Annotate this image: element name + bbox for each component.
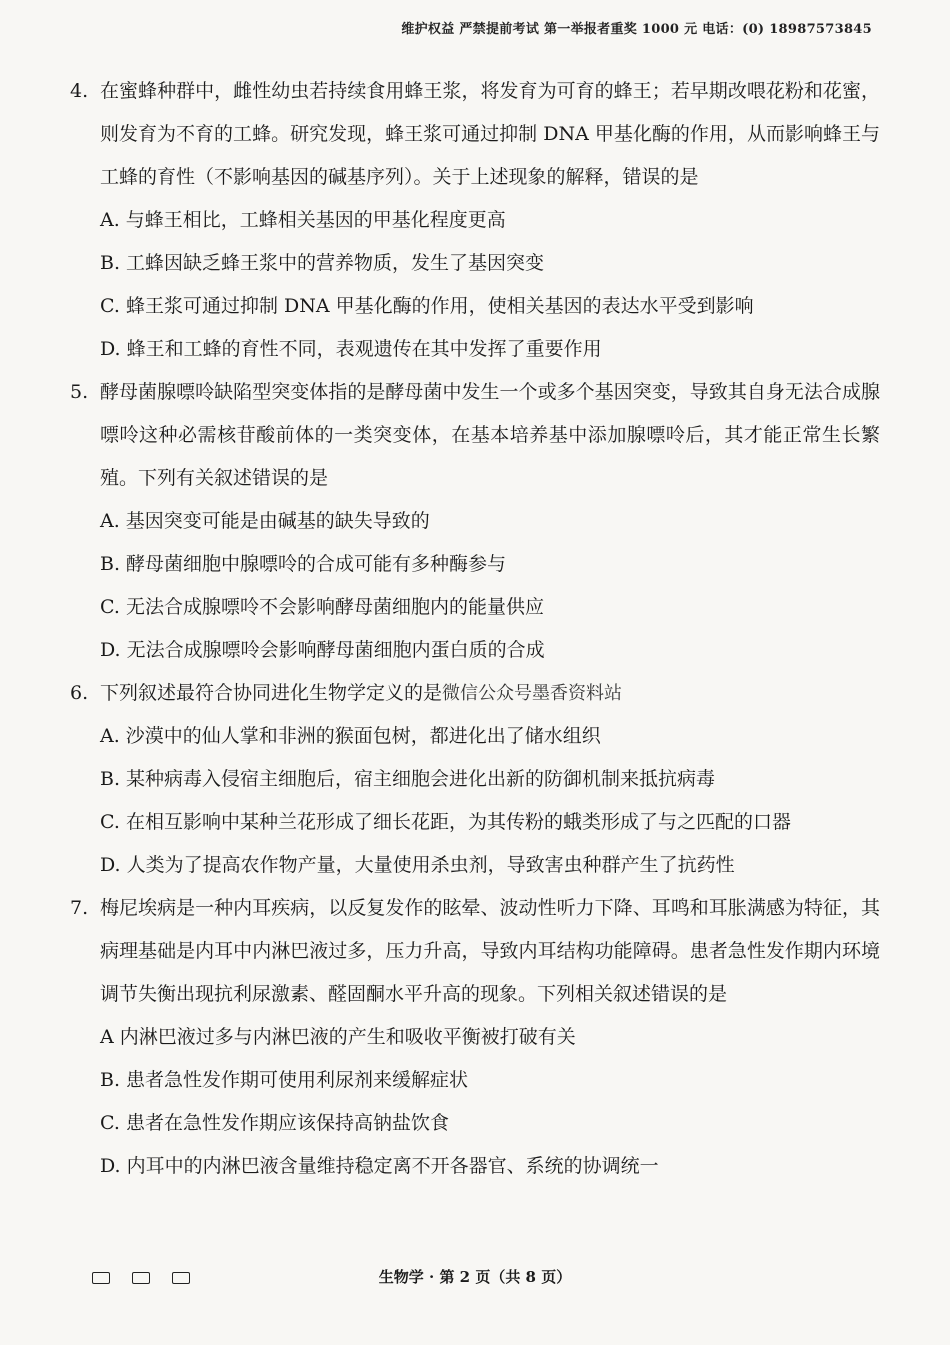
question-5 xyxy=(70,371,880,672)
page-number: 生物学 · 第 2 页（共 8 页） xyxy=(378,1268,572,1286)
question-number: 5. xyxy=(70,381,89,403)
question-stem: 梅尼埃病是一种内耳疾病，以反复发作的眩晕、波动性听力下降、耳鸣和耳胀满感为特征，其病理基础是内耳中内淋巴液过多，压力升高，导致内耳结构功能障碍。患者急性发作期内环境调节失衡出现抗利尿激素、醛固酮水平升高的现象。下列相关叙述错误的是 xyxy=(100,897,880,1005)
option-a: A. 与蜂王相比，工蜂相关基因的甲基化程度更高 xyxy=(100,209,506,231)
question-number: 4. xyxy=(70,80,89,102)
option-d: D. 人类为了提高农作物产量，大量使用杀虫剂，导致害虫种群产生了抗药性 xyxy=(100,854,735,876)
question-number: 7. xyxy=(70,897,89,919)
option-c: C. 患者在急性发作期应该保持高钠盐饮食 xyxy=(100,1112,449,1134)
question-stem: 酵母菌腺嘌呤缺陷型突变体指的是酵母菌中发生一个或多个基因突变，导致其自身无法合成腺嘌呤这种必需核苷酸前体的一类突变体，在基本培养基中添加腺嘌呤后，其才能正常生长繁殖。下列有关叙述错误的是 xyxy=(100,381,880,489)
question-stem: 在蜜蜂种群中，雌性幼虫若持续食用蜂王浆，将发育为可育的蜂王；若早期改喂花粉和花蜜，则发育为不育的工蜂。研究发现，蜂王浆可通过抑制 DNA 甲基化酶的作用，从而影响蜂王与工蜂的育性（不影响基因的碱基序列）。关于上述现象的解释，错误的是 xyxy=(100,80,880,188)
option-d: D. 无法合成腺嘌呤会影响酵母菌细胞内蛋白质的合成 xyxy=(100,639,545,661)
watermark-note: 微信公众号墨香资料站 xyxy=(442,683,623,704)
option-b: B. 某种病毒入侵宿主细胞后，宿主细胞会进化出新的防御机制来抵抗病毒 xyxy=(100,768,716,790)
option-d: D. 蜂王和工蜂的育性不同，表观遗传在其中发挥了重要作用 xyxy=(100,338,602,360)
option-c: C. 在相互影响中某种兰花形成了细长花距，为其传粉的蛾类形成了与之匹配的口器 xyxy=(100,811,791,833)
option-a: A. 基因突变可能是由碱基的缺失导致的 xyxy=(100,510,430,532)
option-b: B. 酵母菌细胞中腺嘌呤的合成可能有多种酶参与 xyxy=(100,553,507,575)
question-number: 6. xyxy=(70,682,89,704)
page-footer xyxy=(0,1266,950,1296)
question-stem-text: 下列叙述最符合协同进化生物学定义的是 xyxy=(100,682,443,704)
question-7 xyxy=(70,887,880,1188)
option-d: D. 内耳中的内淋巴液含量维持稳定离不开各器官、系统的协调统一 xyxy=(100,1155,659,1177)
option-b: B. 患者急性发作期可使用利尿剂来缓解症状 xyxy=(100,1069,469,1091)
question-6 xyxy=(70,672,880,887)
option-b: B. 工蜂因缺乏蜂王浆中的营养物质，发生了基因突变 xyxy=(100,252,545,274)
option-c: C. 无法合成腺嘌呤不会影响酵母菌细胞内的能量供应 xyxy=(100,596,544,618)
option-c: C. 蜂王浆可通过抑制 DNA 甲基化酶的作用，使相关基因的表达水平受到影响 xyxy=(100,295,754,317)
question-stem xyxy=(100,672,880,715)
anti-leak-header: 维护权益 严禁提前考试 第一举报者重奖 1000 元 电话：(0) 18987573845 xyxy=(401,22,872,37)
option-a: A. 沙漠中的仙人掌和非洲的猴面包树，都进化出了储水组织 xyxy=(100,725,601,747)
option-a: A 内淋巴液过多与内淋巴液的产生和吸收平衡被打破有关 xyxy=(100,1026,576,1048)
question-4 xyxy=(70,70,880,371)
question-list xyxy=(70,70,880,1188)
